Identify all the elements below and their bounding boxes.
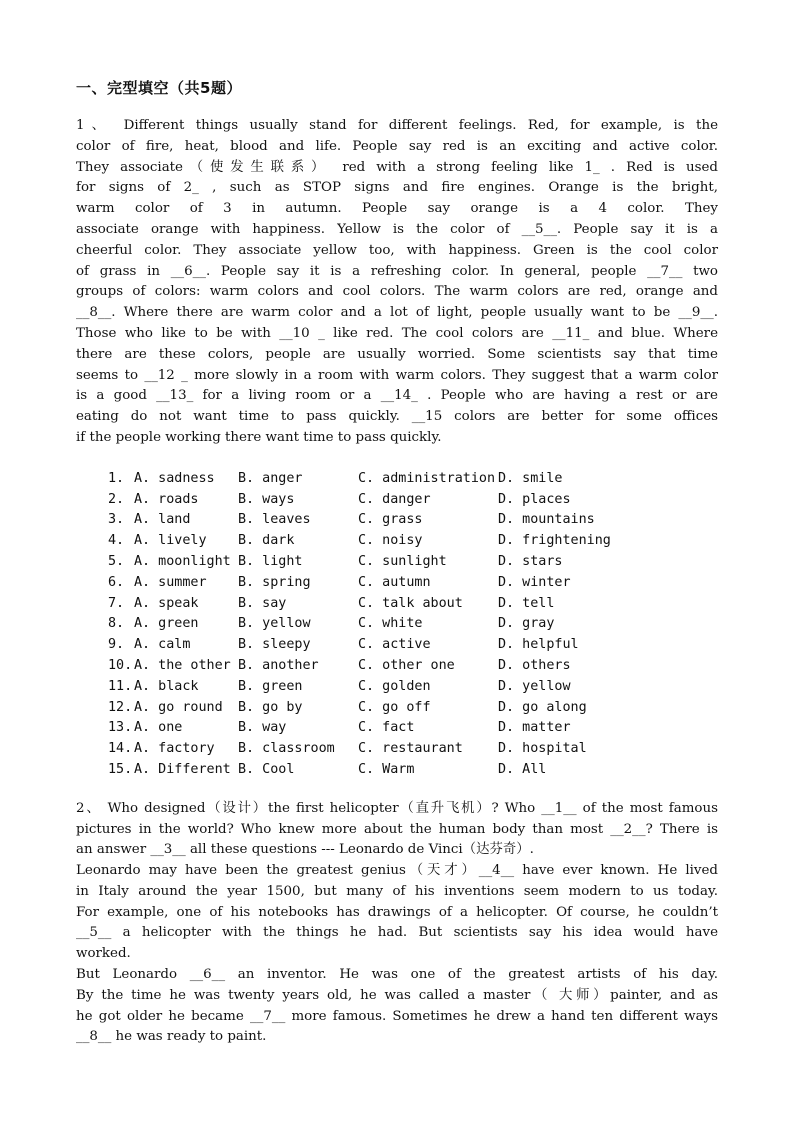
text-line: warm color of 3 in autumn. People say orange is a 4 color. They [76,201,718,217]
text-line: For example, one of his notebooks has drawings of a helicopter. Of course, he couldn’t [76,904,718,920]
question-row [108,698,718,719]
option-b: B. classroom [238,741,335,757]
option-d: D. places [498,491,571,507]
text-line: seems to __12 _ more slowly in a room with warm colors. They suggest that a warm color [76,367,718,383]
option-d: D. All [498,761,547,777]
option-c: C. autumn [358,574,431,590]
option-b: B. ways [238,491,295,507]
option-c: C. Warm [358,761,415,777]
text-line: But Leonardo __6__ an inventor. He was one of the greatest artists of his day. [76,967,718,983]
option-a: A. factory [134,741,215,757]
option-c: C. fact [358,720,415,736]
option-a: A. speak [134,595,199,611]
text-line: worked. [76,946,131,962]
text-line: cheerful color. They associate yellow too, with happiness. Green is the cool color [76,242,718,258]
option-b: B. way [238,720,287,736]
question-row [108,531,718,552]
option-a: A. the other [134,657,231,673]
question-number: 5. [108,553,125,569]
option-c: C. other one [358,657,455,673]
option-b: B. dark [238,533,295,549]
question-number: 12. [108,699,133,715]
question-number: 9. [108,637,125,653]
question-number: 6. [108,574,125,590]
option-b: B. another [238,657,319,673]
question-row [108,635,718,656]
text-line: of grass in __6__. People say it is a refreshing color. In general, people __7__ two [76,263,718,279]
option-c: C. sunlight [358,553,447,569]
option-a: A. moonlight [134,553,231,569]
question-number: 8. [108,616,125,632]
question-number: 13. [108,720,133,736]
text-line: is a good __13_ for a living room or a __14_ . People who are having a rest or are [76,388,718,404]
option-a: A. green [134,616,199,632]
text-line: associate orange with happiness. Yellow is the color of __5__. People say it is a [76,221,718,237]
text-line: 2、 Who designed（设计）the first helicopter（直升飞机）? Who __1__ of the most famous [76,800,718,816]
option-c: C. go off [358,699,431,715]
option-d: D. helpful [498,637,579,653]
option-a: A. black [134,678,199,694]
option-b: B. go by [238,699,303,715]
text-line: if the people working there want time to pass quickly. [76,429,442,445]
question-number: 4. [108,533,125,549]
option-b: B. Cool [238,761,295,777]
option-d: D. yellow [498,678,571,694]
option-d: D. hospital [498,741,587,757]
option-d: D. smile [498,470,563,486]
text-line: eating do not want time to pass quickly. __15 colors are better for some offices [76,409,718,425]
question-row [108,614,718,635]
option-a: A. land [134,512,191,528]
question-row [108,718,718,739]
option-d: D. stars [498,553,563,569]
option-c: C. noisy [358,533,423,549]
options-list [108,469,718,781]
text-line: __5__ a helicopter with the things he had. But scientists say his idea would have [76,925,718,941]
option-b: B. spring [238,574,311,590]
option-b: B. yellow [238,616,311,632]
text-line: he got older he became __7__ more famous. Sometimes he drew a hand ten different ways [76,1008,718,1024]
text-line: By the time he was twenty years old, he was called a master（ 大师）painter, and as [76,987,718,1003]
option-a: A. calm [134,637,191,653]
option-b: B. anger [238,470,303,486]
question-row [108,490,718,511]
option-a: A. one [134,720,183,736]
question-row [108,469,718,490]
option-c: C. danger [358,491,431,507]
text-line: color of fire, heat, blood and life. People say red is an exciting and active color. [76,138,718,154]
option-d: D. mountains [498,512,595,528]
option-d: D. go along [498,699,587,715]
option-d: D. others [498,657,571,673]
option-a: A. lively [134,533,207,549]
option-b: B. leaves [238,512,311,528]
question-number: 15. [108,761,133,777]
passage-1 [76,116,718,449]
text-line: there are these colors, people are usually worried. Some scientists say that time [76,346,718,362]
question-row [108,594,718,615]
question-row [108,739,718,760]
option-a: A. Different [134,761,231,777]
question-row [108,552,718,573]
question-row [108,510,718,531]
option-b: B. light [238,553,303,569]
option-d: D. matter [498,720,571,736]
option-c: C. grass [358,512,423,528]
passage-2 [76,799,718,1049]
question-number: 3. [108,512,125,528]
question-number: 7. [108,595,125,611]
option-b: B. say [238,595,287,611]
option-c: C. golden [358,678,431,694]
text-line: in Italy around the year 1500, but many of his inventions seem modern to us today. [76,883,718,899]
option-c: C. talk about [358,595,463,611]
text-line: an answer __3__ all these questions --- Leonardo de Vinci（达芬奇）. [76,842,534,858]
section-title: 一、完型填空（共5题） [76,79,242,97]
option-b: B. sleepy [238,637,311,653]
question-number: 10. [108,657,133,673]
question-row [108,760,718,781]
text-line: pictures in the world? Who knew more about the human body than most __2__? There is [76,821,718,837]
question-number: 2. [108,491,125,507]
option-c: C. active [358,637,431,653]
option-d: D. winter [498,574,571,590]
question-row [108,573,718,594]
option-d: D. gray [498,616,555,632]
text-line: They associate（使发生联系） red with a strong feeling like 1_ . Red is used [76,159,718,175]
text-line: Leonardo may have been the greatest genius（天才）__4__ have ever known. He lived [76,863,718,879]
text-line: 1、 Different things usually stand for different feelings. Red, for example, is the [76,118,718,133]
text-line: __8__. Where there are warm color and a lot of light, people usually want to be __9__. [76,305,718,321]
question-number: 14. [108,741,133,757]
text-line: __8__ he was ready to paint. [76,1029,267,1045]
option-a: A. roads [134,491,199,507]
question-row [108,677,718,698]
document-page [76,78,718,1048]
option-a: A. summer [134,574,207,590]
option-c: C. restaurant [358,741,463,757]
text-line: for signs of 2_ , such as STOP signs and fire engines. Orange is the bright, [76,180,718,196]
text-line: Those who like to be with __10 _ like red. The cool colors are __11_ and blue. Where [76,325,718,341]
option-d: D. tell [498,595,555,611]
option-a: A. go round [134,699,223,715]
option-c: C. white [358,616,423,632]
option-c: C. administration [358,470,496,486]
question-number: 1. [108,470,125,486]
option-a: A. sadness [134,470,215,486]
option-b: B. green [238,678,303,694]
question-row [108,656,718,677]
text-line: groups of colors: warm colors and cool colors. The warm colors are red, orange and [76,284,718,300]
question-number: 11. [108,678,133,694]
option-d: D. frightening [498,533,611,549]
